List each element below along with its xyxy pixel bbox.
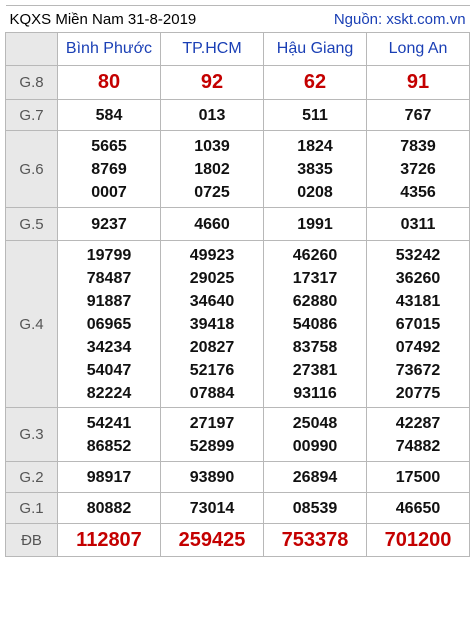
result-number: 5665 [91,137,127,155]
result-number: 54241 [86,414,132,432]
result-number: 73672 [395,361,441,379]
result-number: 91 [406,71,430,93]
result-cell [264,493,367,524]
result-number: 17317 [292,269,338,287]
province-long-an[interactable]: Long An [367,33,470,66]
result-cell [58,462,161,493]
result-number: 36260 [395,269,441,287]
result-cell [58,524,161,557]
prize-row [6,493,470,524]
prize-row [6,100,470,131]
province-header-row [6,33,470,66]
result-number: 1802 [194,160,230,178]
result-number: 19799 [86,246,132,264]
result-number: 91887 [86,292,132,310]
result-number: 52176 [189,361,235,379]
result-number: 27197 [189,414,235,432]
page-title: KQXS Miền Nam 31-8-2019 [6,6,264,33]
result-cell [367,131,470,208]
result-number: 80882 [86,499,132,517]
result-cell [264,241,367,408]
result-cell [264,100,367,131]
result-cell [161,208,264,241]
result-number: 86852 [86,437,132,455]
result-cell [58,100,161,131]
prize-label: G.5 [6,208,58,241]
result-number: 4356 [400,183,436,201]
result-number: 06965 [86,315,132,333]
result-number: 584 [95,106,123,124]
result-cell [58,66,161,100]
result-number: 78487 [86,269,132,287]
results-table [5,5,470,557]
result-cell [161,100,264,131]
prize-row [6,131,470,208]
result-number: 767 [404,106,432,124]
result-cell [367,493,470,524]
prize-label: ĐB [6,524,58,557]
result-number: 4660 [194,215,230,233]
result-number: 20827 [189,338,235,356]
result-number: 46650 [395,499,441,517]
result-cell [161,524,264,557]
province-hau-giang[interactable]: Hậu Giang [264,33,367,66]
result-cell [264,408,367,462]
result-number: 80 [97,71,121,93]
result-number: 9237 [91,215,127,233]
result-number: 27381 [292,361,338,379]
result-number: 07492 [395,338,441,356]
result-cell [367,66,470,100]
result-number: 20775 [395,384,441,402]
result-number: 25048 [292,414,338,432]
result-number: 7839 [400,137,436,155]
result-cell [367,241,470,408]
result-number: 98917 [86,468,132,486]
prize-label: G.7 [6,100,58,131]
result-number: 83758 [292,338,338,356]
result-cell [367,524,470,557]
result-number: 93116 [293,384,337,402]
prize-row [6,208,470,241]
result-cell [264,131,367,208]
result-number: 0007 [91,183,127,201]
prize-label: G.4 [6,241,58,408]
results-container [5,5,469,557]
result-number: 0311 [400,215,436,233]
result-cell [58,493,161,524]
result-cell [161,241,264,408]
result-number: 34234 [86,338,132,356]
prize-row [6,66,470,100]
result-cell [367,208,470,241]
result-number: 0208 [297,183,333,201]
result-number: 17500 [395,468,441,486]
corner-cell [6,33,58,66]
result-number: 511 [302,106,328,124]
result-number: 52899 [189,437,235,455]
result-number: 92 [200,71,224,93]
result-number: 46260 [292,246,338,264]
prize-label: G.2 [6,462,58,493]
province-binh-phuoc[interactable]: Bình Phước [58,33,161,66]
result-cell [367,408,470,462]
result-number: 43181 [395,292,441,310]
result-number: 1991 [297,215,333,233]
result-cell [58,208,161,241]
result-cell [367,100,470,131]
result-cell [58,131,161,208]
result-number: 29025 [189,269,235,287]
province-tp-hcm[interactable]: TP.HCM [161,33,264,66]
result-cell [264,524,367,557]
result-number: 49923 [189,246,235,264]
result-number: 42287 [395,414,441,432]
header-row [6,6,470,33]
prize-label: G.1 [6,493,58,524]
result-number: 73014 [189,499,235,517]
result-number: 00990 [292,437,338,455]
result-cell [264,462,367,493]
result-number: 112807 [76,528,142,551]
result-number: 26894 [292,468,338,486]
result-cell [161,131,264,208]
result-number: 701200 [384,528,452,551]
prize-row [6,524,470,557]
prize-label: G.3 [6,408,58,462]
source-link[interactable]: Nguồn: xskt.com.vn [264,6,470,33]
result-number: 82224 [86,384,132,402]
prize-label: G.8 [6,66,58,100]
prize-row [6,408,470,462]
prize-row [6,462,470,493]
result-number: 3726 [400,160,436,178]
result-number: 54086 [292,315,338,333]
result-cell [161,408,264,462]
result-number: 3835 [297,160,333,178]
result-cell [161,493,264,524]
result-number: 1039 [194,137,230,155]
result-number: 93890 [189,468,235,486]
result-number: 62880 [292,292,338,310]
result-number: 08539 [292,499,338,517]
result-number: 1824 [297,137,333,155]
result-cell [161,66,264,100]
result-number: 39418 [189,315,235,333]
result-number: 753378 [281,528,349,551]
result-number: 8769 [91,160,127,178]
result-cell [161,462,264,493]
result-number: 67015 [395,315,441,333]
prize-label: G.6 [6,131,58,208]
result-number: 74882 [395,437,441,455]
result-number: 54047 [86,361,132,379]
result-number: 013 [198,106,226,124]
result-cell [58,241,161,408]
result-cell [264,208,367,241]
result-number: 62 [303,71,327,93]
result-number: 0725 [194,183,230,201]
result-number: 259425 [178,528,246,551]
result-cell [58,408,161,462]
result-number: 53242 [395,246,441,264]
result-cell [264,66,367,100]
result-number: 34640 [189,292,235,310]
result-number: 07884 [189,384,235,402]
prize-row [6,241,470,408]
result-cell [367,462,470,493]
